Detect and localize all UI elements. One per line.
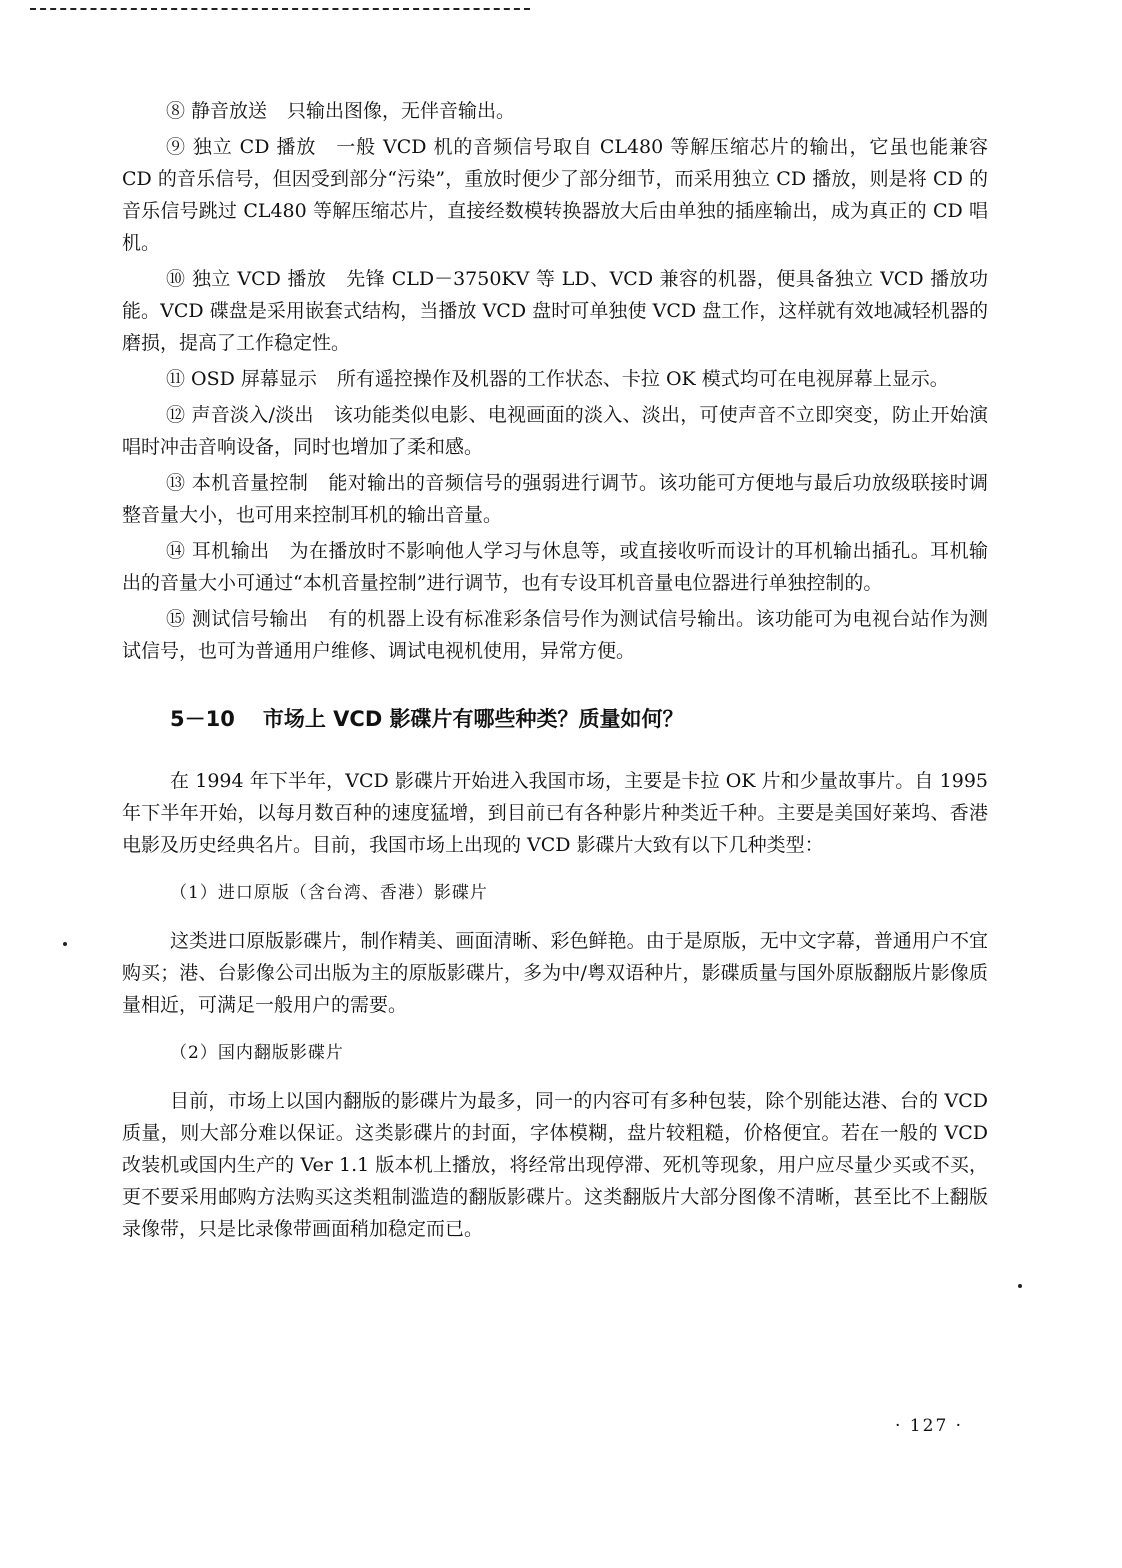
item-term: ⑮ 测试信号输出 bbox=[166, 608, 309, 630]
page-number: · 127 · bbox=[895, 1416, 964, 1436]
item-term: ⑧ 静音放送 bbox=[166, 100, 268, 122]
list-item bbox=[122, 535, 988, 599]
item-term: ⑩ 独立 VCD 播放 bbox=[166, 268, 327, 290]
list-item bbox=[122, 263, 988, 359]
item-term: ⑨ 独立 CD 播放 bbox=[166, 136, 317, 158]
section-number: 5－10 bbox=[170, 707, 235, 731]
top-dashed-rule bbox=[30, 8, 530, 10]
item-text: 只输出图像，无伴音输出。 bbox=[287, 100, 516, 122]
list-item bbox=[122, 603, 988, 667]
list-item bbox=[122, 467, 988, 531]
domestic-paragraph: 目前，市场上以国内翻版的影碟片为最多，同一的内容可有多种包装，除个别能达港、台的 VCD 质量，则大部分难以保证。这类影碟片的封面，字体模糊，盘片较粗糙，价格便宜。若在一般的 VCD 改装机或国内生产的 Ver 1.1 版本机上播放，将经常出现停滞、死机等现象，用户应尽量少买或不买，更不要采用邮购方法购买这类粗制滥造的翻版影碟片。这类翻版片大部分图像不清晰，甚至比不上翻版录像带，只是比录像带画面稍加稳定而已。 bbox=[122, 1090, 988, 1240]
intro-paragraph: 在 1994 年下半年，VCD 影碟片开始进入我国市场，主要是卡拉 OK 片和少量故事片。自 1995 年下半年开始，以每月数百种的速度猛增，到目前已有各种影片种类近千种。主要是美国好莱坞、香港电影及历史经典名片。目前，我国市场上出现的 VCD 影碟片大致有以下几种类型： bbox=[122, 770, 988, 856]
item-term: ⑫ 声音淡入/淡出 bbox=[166, 404, 314, 426]
scan-speck bbox=[1018, 1284, 1022, 1288]
item-term: ⑪ OSD 屏幕显示 bbox=[166, 368, 317, 390]
subheading-imported: （1）进口原版（含台湾、香港）影碟片 bbox=[170, 883, 488, 903]
item-text: 一般 VCD 机的音频信号取自 CL480 等解压缩芯片的输出，它虽也能兼容 CD 的音乐信号，但因受到部分“污染”，重放时便少了部分细节，而采用独立 CD 播放，则是将 CD 的音乐信号跳过 CL480 等解压缩芯片，直接经数模转换器放大后由单独的插座输出，成为真正的 CD 唱机。 bbox=[122, 136, 988, 254]
section-heading bbox=[170, 703, 988, 735]
item-text: 为在播放时不影响他人学习与休息等，或直接收听而设计的耳机输出插孔。耳机输出的音量大小可通过“本机音量控制”进行调节，也有专设耳机音量电位器进行单独控制的。 bbox=[122, 540, 988, 594]
list-item bbox=[122, 399, 988, 463]
item-term: ⑬ 本机音量控制 bbox=[166, 472, 309, 494]
item-text: 所有遥控操作及机器的工作状态、卡拉 OK 模式均可在电视屏幕上显示。 bbox=[336, 368, 949, 390]
item-term: ⑭ 耳机输出 bbox=[166, 540, 270, 562]
imported-paragraph: 这类进口原版影碟片，制作精美、画面清晰、彩色鲜艳。由于是原版，无中文字幕，普通用户不宜购买；港、台影像公司出版为主的原版影碟片，多为中/粤双语种片，影碟质量与国外原版翻版片影像质量相近，可满足一般用户的需要。 bbox=[122, 930, 988, 1016]
section-title: 市场上 VCD 影碟片有哪些种类？质量如何？ bbox=[262, 707, 684, 731]
item-text: 能对输出的音频信号的强弱进行调节。该功能可方便地与最后功放级联接时调整音量大小，也可用来控制耳机的输出音量。 bbox=[122, 472, 988, 526]
list-item bbox=[122, 363, 988, 395]
item-text: 先锋 CLD－3750KV 等 LD、VCD 兼容的机器，便具备独立 VCD 播放功能。VCD 碟盘是采用嵌套式结构，当播放 VCD 盘时可单独使 VCD 盘工作，这样就有效地减轻机器的磨损，提高了工作稳定性。 bbox=[122, 268, 988, 354]
item-text: 有的机器上设有标准彩条信号作为测试信号输出。该功能可为电视台站作为测试信号，也可为普通用户维修、调试电视机使用，异常方便。 bbox=[122, 608, 988, 662]
list-item bbox=[122, 95, 988, 127]
scan-speck bbox=[63, 942, 67, 946]
list-item bbox=[122, 131, 988, 259]
page-body bbox=[122, 95, 988, 1245]
item-text: 该功能类似电影、电视画面的淡入、淡出，可使声音不立即突变，防止开始演唱时冲击音响设备，同时也增加了柔和感。 bbox=[122, 404, 988, 458]
subheading-domestic: （2）国内翻版影碟片 bbox=[170, 1043, 344, 1063]
